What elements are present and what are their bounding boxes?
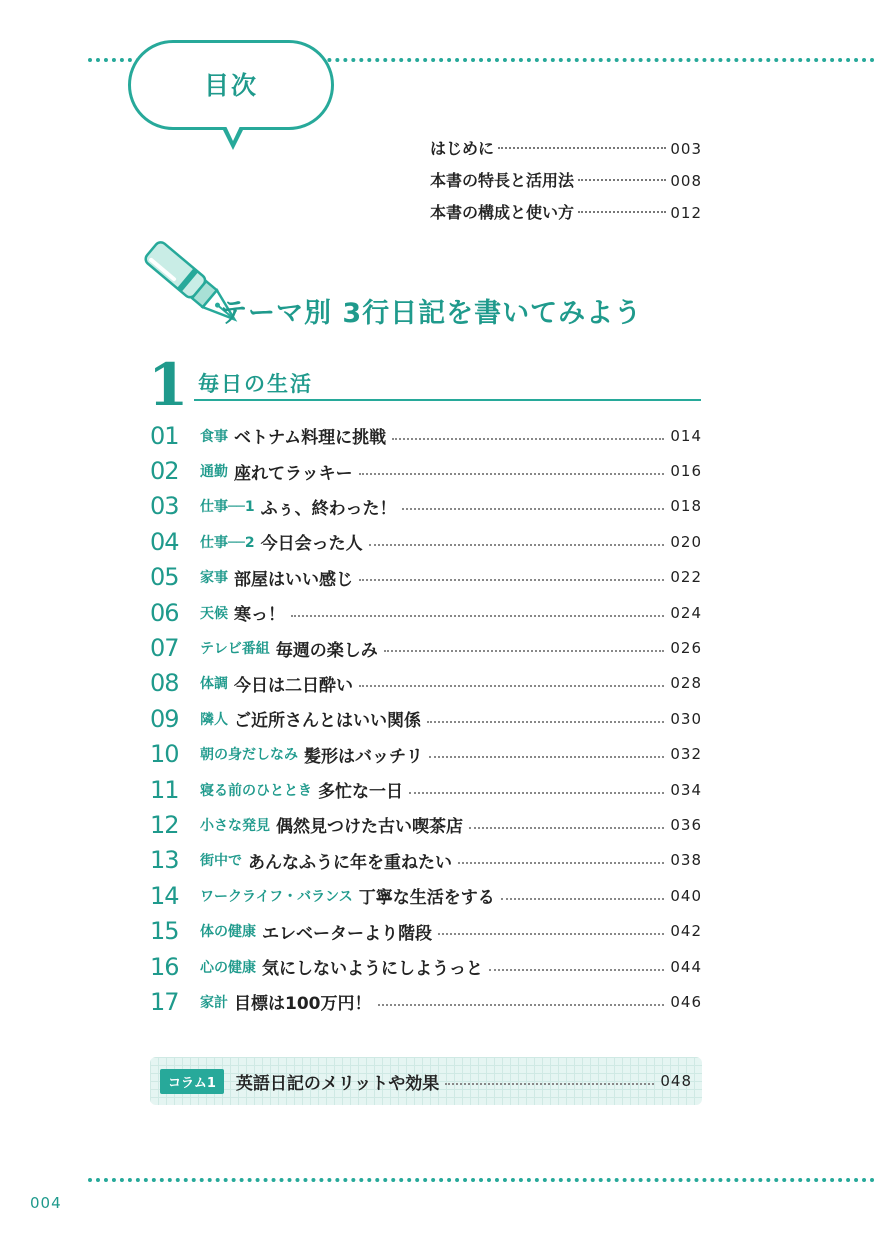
entry-category: 天候 [200,605,228,622]
entry-number: 05 [150,563,179,592]
dot-leader [402,508,664,510]
list-item[interactable] [150,878,702,913]
intro-item-title: はじめに [430,139,495,158]
list-item[interactable] [150,418,702,453]
entry-page: 018 [670,497,702,516]
entry-title: エレベーターより階段 [262,923,432,944]
entry-title: 髪形はバッチリ [304,746,423,767]
entry-page: 022 [670,568,702,587]
entry-number: 17 [150,987,179,1016]
entry-number: 08 [150,669,179,698]
entry-page: 016 [670,462,702,481]
entry-category: 体調 [200,676,228,693]
intro-item-title: 本書の特長と活用法 [430,171,575,190]
column-badge: コラム1 [160,1069,224,1094]
entry-category: 仕事──2 [200,534,255,551]
entry-number: 15 [150,917,179,946]
intro-item-title: 本書の構成と使い方 [430,203,575,222]
entry-category: ワークライフ・バランス [200,888,353,905]
bottom-dotted-rule [88,1178,875,1182]
entry-title: 寒っ！ [234,605,285,626]
entry-page: 038 [670,851,702,870]
entry-page: 028 [670,674,702,693]
entry-number: 06 [150,598,179,627]
dot-leader [489,969,664,971]
entry-page: 014 [670,426,702,445]
entry-page: 046 [670,992,702,1011]
entry-number: 04 [150,527,179,556]
chapter-title: 毎日の生活 [198,372,313,396]
entry-title: 今日会った人 [260,534,363,555]
dot-leader [392,438,664,440]
entry-title: 部屋はいい感じ [234,569,353,590]
intro-item[interactable] [430,136,702,168]
chapter-number: 1 [148,351,189,419]
entry-category: 朝の身だしなみ [200,747,298,764]
dot-leader [438,933,664,935]
list-item[interactable] [150,630,702,665]
column-page: 048 [660,1072,692,1090]
dot-leader [369,544,665,546]
entry-page: 030 [670,709,702,728]
intro-item[interactable] [430,200,702,232]
dot-leader [378,1004,665,1006]
entry-title: ふぅ、終わった！ [260,498,397,519]
entry-page: 034 [670,780,702,799]
dot-leader [498,147,666,149]
entry-title: 偶然見つけた古い喫茶店 [276,817,463,838]
entry-title: あんなふうに年を重ねたい [248,852,452,873]
dot-leader [359,579,664,581]
column-entry[interactable] [150,1057,702,1105]
dot-leader [384,650,665,652]
dot-leader [359,473,665,475]
entry-category: 寝る前のひととき [200,782,312,799]
dot-leader [429,756,664,758]
intro-item-page: 012 [670,204,702,222]
entry-category: 心の健康 [200,959,256,976]
chapter-rule [194,399,701,401]
entry-number: 11 [150,775,179,804]
toc-title: 目次 [203,71,258,100]
list-item[interactable] [150,807,702,842]
entry-page: 020 [670,532,702,551]
intro-list [430,136,702,232]
list-item[interactable] [150,560,702,595]
entry-page: 042 [670,922,702,941]
speech-bubble-tail-inner [225,124,241,141]
dot-leader [427,721,664,723]
list-item[interactable] [150,913,702,948]
list-item[interactable] [150,453,702,488]
entry-page: 024 [670,603,702,622]
entry-category: 小さな発見 [200,817,270,834]
entry-number: 09 [150,704,179,733]
intro-item[interactable] [430,168,702,200]
entry-category: 仕事──1 [200,499,255,516]
entry-page: 040 [670,886,702,905]
dot-leader [501,898,665,900]
entry-category: 街中で [200,853,242,870]
dot-leader [445,1083,654,1085]
entry-number: 10 [150,740,179,769]
dot-leader [469,827,664,829]
entry-category: 通勤 [200,464,228,481]
entry-title: ベトナム料理に挑戦 [234,428,387,449]
entry-title: 毎週の楽しみ [275,640,378,661]
entry-number: 02 [150,457,179,486]
dot-leader [458,862,664,864]
entry-category: 隣人 [200,711,228,728]
entry-page: 036 [670,815,702,834]
entry-number: 03 [150,492,179,521]
theme-title: テーマ別 3行日記を書いてみよう [220,298,643,329]
dot-leader [409,792,664,794]
list-item[interactable] [150,595,702,630]
list-item[interactable] [150,984,702,1019]
entry-title: ご近所さんとはいい関係 [234,711,421,732]
entry-number: 13 [150,846,179,875]
dot-leader [359,685,664,687]
page-number: 004 [30,1194,62,1212]
list-item[interactable] [150,843,702,878]
entry-number: 12 [150,810,179,839]
entry-title: 多忙な一日 [318,782,403,803]
list-item[interactable] [150,772,702,807]
intro-item-page: 003 [670,140,702,158]
entry-category: 食事 [200,428,228,445]
dot-leader [578,211,666,213]
list-item[interactable] [150,524,702,559]
dot-leader [291,615,664,617]
entry-title: 気にしないようにしようっと [262,959,483,980]
dot-leader [578,179,666,181]
entry-category: テレビ番組 [200,641,270,658]
list-item[interactable] [150,666,702,701]
entry-number: 07 [150,634,179,663]
list-item[interactable] [150,701,702,736]
list-item[interactable] [150,949,702,984]
entry-page: 032 [670,745,702,764]
entry-category: 家事 [200,570,228,587]
entry-title: 丁寧な生活をする [358,888,495,909]
chapter-entries [150,418,702,1020]
entry-category: 家計 [200,994,228,1011]
list-item[interactable] [150,489,702,524]
entry-number: 01 [150,421,179,450]
entry-number: 14 [150,881,179,910]
entry-title: 座れてラッキー [234,463,353,484]
entry-title: 目標は100万円！ [234,994,372,1015]
entry-category: 体の健康 [200,924,256,941]
intro-item-page: 008 [670,172,702,190]
column-title: 英語日記のメリットや効果 [235,1073,440,1094]
list-item[interactable] [150,737,702,772]
entry-number: 16 [150,952,179,981]
entry-page: 044 [670,957,702,976]
entry-page: 026 [670,639,702,658]
entry-title: 今日は二日酔い [234,675,353,696]
